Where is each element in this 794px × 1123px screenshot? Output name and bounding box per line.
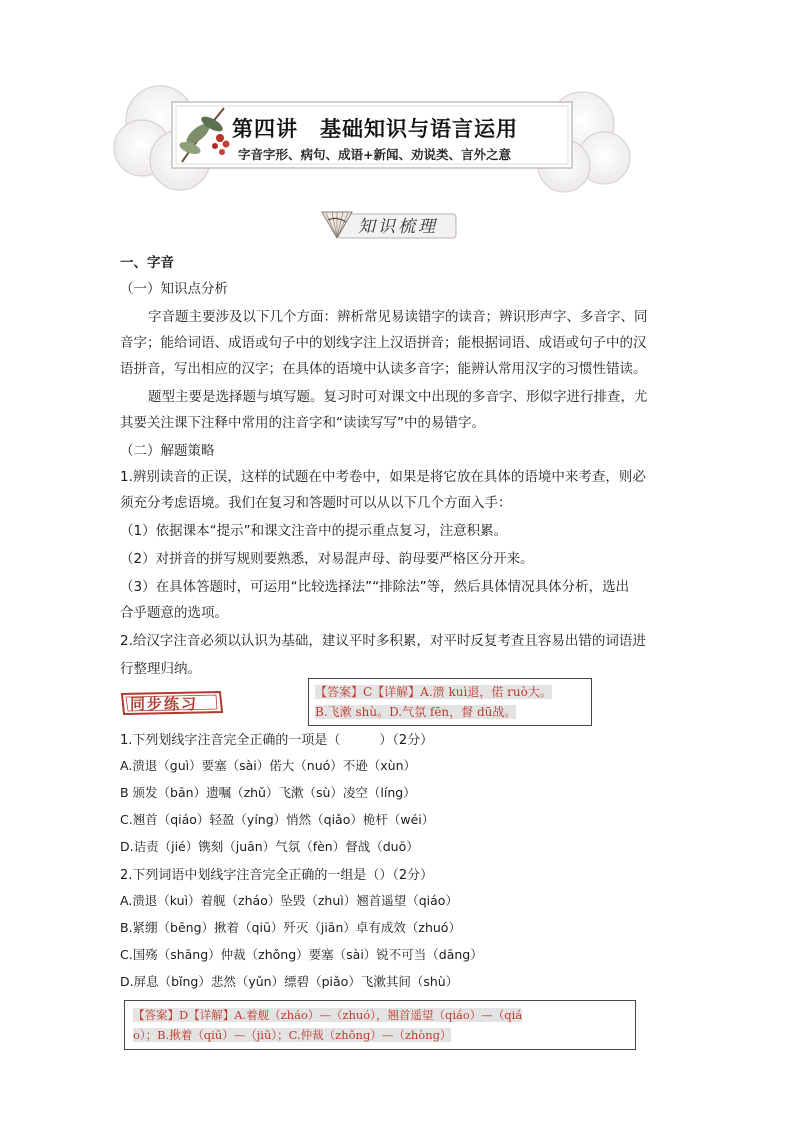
list-item: 合乎题意的选项。 <box>120 605 228 621</box>
paragraph-line: 音字；能给词语、成语或句子中的划线字注上汉语拼音；能根据词语、成语或句子中的汉 <box>120 335 647 351</box>
section-label: 知识梳理 <box>358 217 438 237</box>
answer-line: B.飞漱 shù。D.气氛 fēn，督 dū战。 <box>315 705 517 719</box>
option-a: A.溃退（kuì）着舰（zháo）坠毁（zhuì）翘首遥望（qiáo） <box>120 893 458 908</box>
paragraph-line: 其要关注课下注释中常用的注音字和“读读写写”中的易错字。 <box>120 415 485 431</box>
paragraph-line: 题型主要是选择题与填写题。复习时可对课文中出现的多音字、形似字进行排查，尤 <box>148 389 648 405</box>
option-b: B.紧绷（bēng）揪着（qiū）歼灭（jiān）卓有成效（zhuó） <box>120 920 461 935</box>
subheading-analysis: （一）知识点分析 <box>120 281 228 297</box>
list-item: （1）依据课本“提示”和课文注音中的提示重点复习，注意积累。 <box>120 523 508 539</box>
list-item: （2）对拼音的拼写规则要熟悉，对易混声母、韵母要严格区分开来。 <box>120 551 534 567</box>
answer-line: o）；B.揪着（qiū）—（jiū）；C.仲裁（zhǒng）—（zhòng） <box>133 1028 452 1042</box>
answer-box <box>124 1000 636 1050</box>
practice-badge-label: 同步练习 <box>130 695 199 713</box>
paragraph-line: 须充分考虑语境。我们在复习和答题时可以从以下几个方面入手： <box>120 495 512 511</box>
page-title: 第四讲 基础知识与语言运用 <box>232 116 518 141</box>
question-stem: 2.下列词语中划线字注音完全正确的一组是（）（2分） <box>120 868 434 883</box>
option-a: A.溃退（guì）要塞（sài）偌大（nuó）不逊（xùn） <box>120 758 417 773</box>
paragraph-line: 1.辨别读音的正误，这样的试题在中考卷中，如果是将它放在具体的语境中来考查，则必 <box>120 469 646 485</box>
list-item: （3）在具体答题时，可运用“比较选择法”“排除法”等，然后具体情况具体分析，选出 <box>120 579 630 595</box>
subheading-strategy: （二）解题策略 <box>120 443 215 459</box>
option-b: B 颁发（bān）遗嘱（zhǔ）飞漱（sù）凌空（líng） <box>120 785 416 800</box>
paragraph-line: 字音题主要涉及以下几个方面：辨析常见易读错字的读音；辨识形声字、多音字、同 <box>148 309 648 325</box>
option-c: C.国殇（shāng）仲裁（zhǒng）要塞（sài）锐不可当（dāng） <box>120 947 483 962</box>
paragraph-line: 语拼音，写出相应的汉字；在具体的语境中认读多音字；能辨认常用汉字的习惯性错读。 <box>120 361 647 377</box>
answer-line: 【答案】D【详解】A.着舰（zháo）—（zhuó），翘首遥望（qiáo）—（qiá <box>133 1008 523 1022</box>
paragraph-line: 2.给汉字注音必须以认识为基础，建议平时多积累，对平时反复考查且容易出错的词语进 <box>120 633 646 649</box>
page-subtitle: 字音字形、病句、成语+新闻、劝说类、言外之意 <box>238 147 511 162</box>
option-d: D.屏息（bǐng）悲然（yǔn）缥碧（piǎo）飞漱其间（shù） <box>120 974 459 989</box>
section-heading: 一、字音 <box>120 255 174 271</box>
answer-box <box>308 678 592 726</box>
question-stem: 1.下列划线字注音完全正确的一项是（ ）（2分） <box>120 733 434 748</box>
option-c: C.翘首（qiáo）轻盈（yíng）悄然（qiǎo）桅杆（wéi） <box>120 812 435 827</box>
answer-line: 【答案】C【详解】A.溃 kuì退，偌 ruò大。 <box>315 685 552 699</box>
paragraph-line: 行整理归纳。 <box>120 661 201 677</box>
option-d: D.诘责（jié）镌刻（juān）气氛（fèn）督战（duō） <box>120 839 419 854</box>
